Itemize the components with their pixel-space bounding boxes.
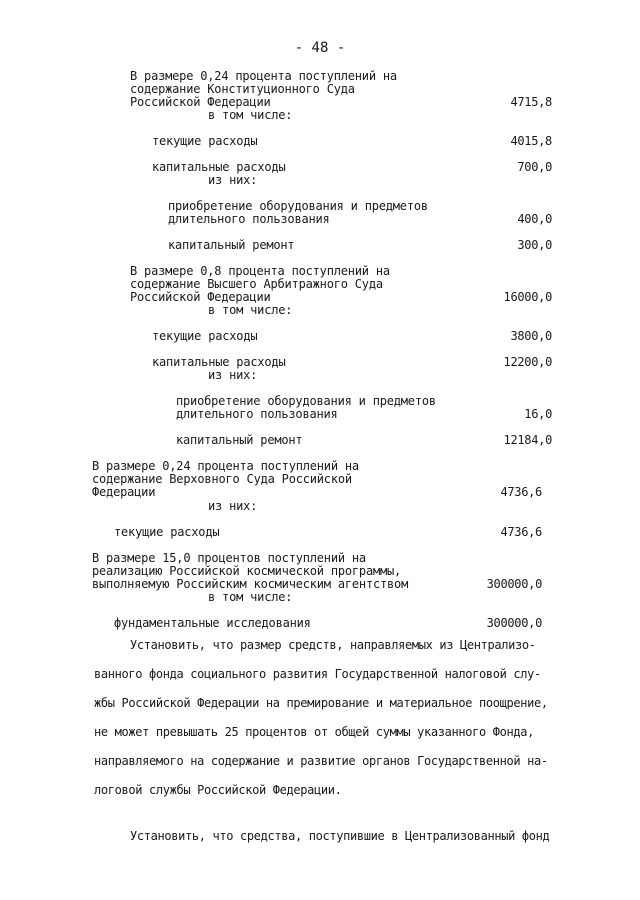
current-expenses-label: текущие расходы [152,329,258,343]
in-that-number-label: в том числе: [208,108,293,122]
block-heading-line: содержание Конституционного Суда [130,82,355,96]
in-that-number-label: в том числе: [208,303,293,317]
of-them-label: из них: [208,173,258,187]
equipment-label-line: длительного пользования [176,407,338,421]
repair-label: капитальный ремонт [168,238,295,252]
block-total-value: 4736,6 [500,485,542,499]
block-heading-line: содержание Верховного Суда Российской [92,472,352,486]
equipment-label-line: длительного пользования [168,212,330,226]
block-total-value: 16000,0 [503,290,552,304]
block-heading-line: В размере 0,24 процента поступлений на [130,69,397,83]
current-expenses-value: 4736,6 [500,525,542,539]
current-expenses-label: текущие расходы [152,134,258,148]
paragraph-line: жбы Российской Федерации на премирование и материальное поощрение, [94,696,548,710]
capital-expenses-value: 700,0 [517,160,552,174]
current-expenses-label: текущие расходы [114,525,220,539]
block-heading-line: Российской Федерации [130,290,271,304]
paragraph-line: логовой службы Российской Федерации. [94,783,342,797]
paragraph-line: не может превышать 25 процентов от общей суммы указанного Фонда, [94,725,534,739]
block-heading-line: Российской Федерации [130,95,271,109]
research-value: 300000,0 [486,616,542,630]
paragraph-line: Установить, что средства, поступившие в Централизованный фонд [130,829,550,843]
capital-expenses-label: капитальные расходы [152,160,286,174]
capital-expenses-label: капитальные расходы [152,355,286,369]
of-them-label: из них: [208,499,258,513]
block-total-value: 4715,8 [510,95,552,109]
equipment-label-line: приобретение оборудования и предметов [176,394,436,408]
equipment-value: 400,0 [517,212,552,226]
paragraph-line: ванного фонда социального развития Государственной налоговой слу- [94,667,541,681]
block-total-value: 300000,0 [486,577,542,591]
repair-value: 12184,0 [503,433,552,447]
page-number: - 48 - [294,40,346,56]
current-expenses-value: 4015,8 [510,134,552,148]
research-label: фундаментальные исследования [114,616,311,630]
block-heading-line: реализацию Российской космической программы, [92,564,402,578]
block-heading-line: Федерации [92,485,156,499]
capital-expenses-value: 12200,0 [503,355,552,369]
repair-value: 300,0 [517,238,552,252]
equipment-value: 16,0 [524,407,552,421]
paragraph-line: направляемого на содержание и развитие органов Государственной на- [94,754,548,768]
block-heading-line: выполняемую Российским космическим агентством [92,577,409,591]
equipment-label-line: приобретение оборудования и предметов [168,199,428,213]
block-heading-line: В размере 15,0 процентов поступлений на [92,551,366,565]
block-heading-line: В размере 0,24 процента поступлений на [92,459,359,473]
block-heading-line: В размере 0,8 процента поступлений на [130,264,390,278]
in-that-number-label: в том числе: [208,590,293,604]
paragraph-line: Установить, что размер средств, направляемых из Централизо- [130,638,536,652]
of-them-label: из них: [208,368,258,382]
block-heading-line: содержание Высшего Арбитражного Суда [130,277,383,291]
repair-label: капитальный ремонт [176,433,303,447]
current-expenses-value: 3800,0 [510,329,552,343]
